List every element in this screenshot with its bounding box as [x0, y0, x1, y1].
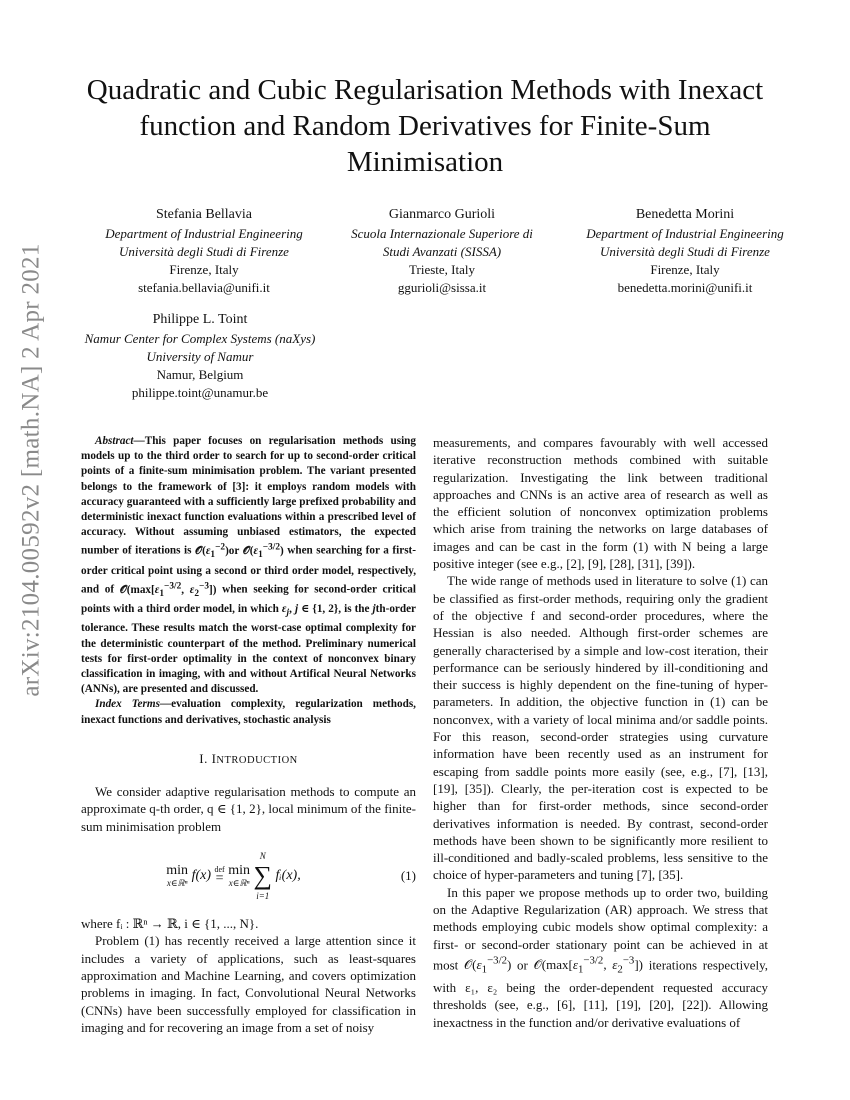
- equation-body: min x∈ℝⁿ f(x) def = min x∈ℝⁿ N ∑ i=1 fᵢ(x),: [166, 851, 301, 902]
- abstract: [81, 434, 416, 697]
- author-institution: Università degli Studi di Firenze: [600, 244, 770, 259]
- arxiv-id-text: arXiv:2104.00592v2 [math.NA] 2 Apr 2021: [18, 243, 46, 697]
- author-institution: University of Namur: [146, 349, 254, 364]
- section-heading-introduction: I. INTRODUCTION: [199, 750, 298, 766]
- author-email[interactable]: philippe.toint@unamur.be: [131, 385, 269, 400]
- equation-1: [81, 851, 416, 901]
- complexity-formula-4: $𝒪(\max[\varepsilon_1^{-3/2}$, $\varepsilon_2^{-3}$]): [533, 954, 644, 976]
- abstract-label: Abstract: [95, 435, 134, 447]
- complexity-formula-1: $𝒪(\varepsilon_1^{-2})or$ $𝒪(\varepsilon_1^{-3/2})$: [195, 542, 284, 561]
- author-block-1: [64, 205, 344, 297]
- abstract-text-3: when seeking for second-order critical points with a third order model, in which: [81, 583, 416, 615]
- author-name: Stefania Bellavia: [155, 207, 253, 222]
- author-location: Trieste, Italy: [409, 262, 475, 277]
- author-institution: Studi Avanzati (SISSA): [382, 244, 502, 259]
- author-department: Department of Industrial Engineering: [586, 226, 784, 241]
- right-paragraph-3: In this paper we propose methods up to order two, building on the Adaptive Regularization (AR) approach. We stress that methods employing cubic models show optimal complexity: a first- or second-order stationary point can be achieved in at most $𝒪(\varepsilon_1^{-3/2})$ or $𝒪(\max[\varepsilon_1^{-3/2}$, $\varepsilon_2^{-3}$]) iterations respectively, with ε₁, ε₂ being the order-dependent requested accuracy thresholds (see, e.g., [6], [11], [19], [20], [22]). Allowing inexactness in the function and/or derivative evaluations of: [433, 884, 768, 1030]
- complexity-formula-2: $𝒪(\max[\varepsilon_1^{-3/2}$, $\varepsilon_2^{-3}$]): [119, 580, 217, 599]
- author-block-2: [330, 205, 554, 297]
- author-email[interactable]: stefania.bellavia@unifi.it: [138, 280, 270, 295]
- intro-paragraph-1: We consider adaptive regularisation methods to compute an approximate q-th order, q ∈ {1, 2}, local minimum of the finite-sum minimisation problem: [81, 784, 416, 834]
- equation-number: (1): [400, 868, 416, 884]
- author-block-3: [555, 205, 815, 297]
- author-institution: Università degli Studi di Firenze: [119, 244, 289, 259]
- author-location: Firenze, Italy: [169, 262, 239, 277]
- author-name: Philippe L. Toint: [152, 312, 248, 327]
- author-location: Firenze, Italy: [650, 262, 720, 277]
- right-paragraph-2: The wide range of methods used in literature to solve (1) can be classified as first-order methods, requiring only the gradient of the objective f and second-order procedures, where the Hessian is also needed. Although first-order schemes are generally characterised by a simple and low-cost iteration, their performance can be seriously hindered by ill-conditioning and their success is highly dependent on the fine-tuning of hyper-parameters. In addition, the objective function in (1) can be nonconvex, with a variety of local minima and/or saddle points. For this reason, second-order strategies using curvature information have been recently used as an instrument for escaping from saddle points more easily (see, e.g., [7], [13], [19], [35]). Clearly, the per-iteration cost is expected to be higher than for first-order methods, since second-order derivatives information is needed. By contrast, second-order methods have been shown to be significantly more resilient to ill-conditioned and badly-scaled problems, less sensitive to the choice of hyper-parameters and tuning [7], [35].: [433, 573, 768, 883]
- author-email[interactable]: ggurioli@sissa.it: [397, 280, 487, 295]
- author-name: Gianmarco Gurioli: [388, 207, 496, 222]
- right-paragraph-1: measurements, and compares favourably with well accessed iterative reconstruction methods combined with suitable regularization. Investigating the link between traditional approaches and CNNs is an active area of research as well as the efficient solution of nonconvex optimization problems which arise from training the networks on large databases of images and can be cast in the form (1) with N being a large positive integer (see e.g., [2], [9], [28], [31], [39]).: [433, 435, 768, 572]
- intro-paragraph-2: Problem (1) has recently received a large attention since it includes a variety of applications, such as least-squares approximation and Machine Learning, and covers optimization problems in imaging. In fact, Convolutional Neural Networks (CNNs) have been successfully employed for classification in imaging and for recovering an image from a set of noisy: [81, 933, 416, 1035]
- author-location: Namur, Belgium: [156, 367, 244, 382]
- author-block-4: [60, 310, 340, 402]
- complexity-formula-3: $𝒪(\varepsilon_1^{-3/2})$: [463, 954, 512, 976]
- abstract-text-4: , is the: [338, 602, 373, 615]
- paper-title: Quadratic and Cubic Regularisation Methods with Inexact function and Random Derivatives for Finite-Sum Minimisation: [86, 74, 764, 178]
- author-email[interactable]: benedetta.morini@unifi.it: [617, 280, 753, 295]
- author-department: Namur Center for Complex Systems (naXys): [84, 331, 316, 346]
- equation-where: where fᵢ : ℝⁿ → ℝ, i ∈ {1, ..., N}.: [81, 916, 259, 932]
- abstract-text-2: when searching for a first-order critical point using a second or third order model, respectively, and of: [81, 545, 417, 596]
- author-department: Department of Industrial Engineering: [105, 226, 303, 241]
- index-terms-label: Index Terms: [95, 698, 160, 711]
- left-column: [81, 434, 416, 1036]
- author-name: Benedetta Morini: [635, 207, 735, 222]
- right-column: [433, 434, 768, 1031]
- abstract-text-5: th-order tolerance. These results match the worst-case optimal complexity for the deterministic counterpart of the method. Preliminary numerical tests for first-order optimality in the context of nonconvex binary classification in imaging, with and without Artifical Neural Networks (ANNs), are presented and discussed.: [81, 602, 417, 696]
- index-terms: [81, 697, 416, 727]
- abstract-text-1: —This paper focuses on regularisation methods using models up to the third order to search for up to second-order critical points of a finite-sum minimisation problem. The variant presented belongs to the framework of [3]: it employs random models with accuracy guaranteed with a sufficiently large prefixed probability and deterministic inexact function evaluations within a prescribed level of accuracy. Without assuming unbiased estimators, the expected number of iterations is: [81, 435, 416, 558]
- arxiv-identifier: [12, 243, 52, 697]
- index-terms-text: —evaluation complexity, regularization methods, inexact functions and derivatives, stochastic analysis: [81, 698, 416, 726]
- tolerance-formula: $\varepsilon_j$, j ∈ {1, 2}: [281, 602, 339, 619]
- order-symbol: j: [372, 602, 376, 615]
- author-department: Scuola Internazionale Superiore di: [351, 226, 533, 241]
